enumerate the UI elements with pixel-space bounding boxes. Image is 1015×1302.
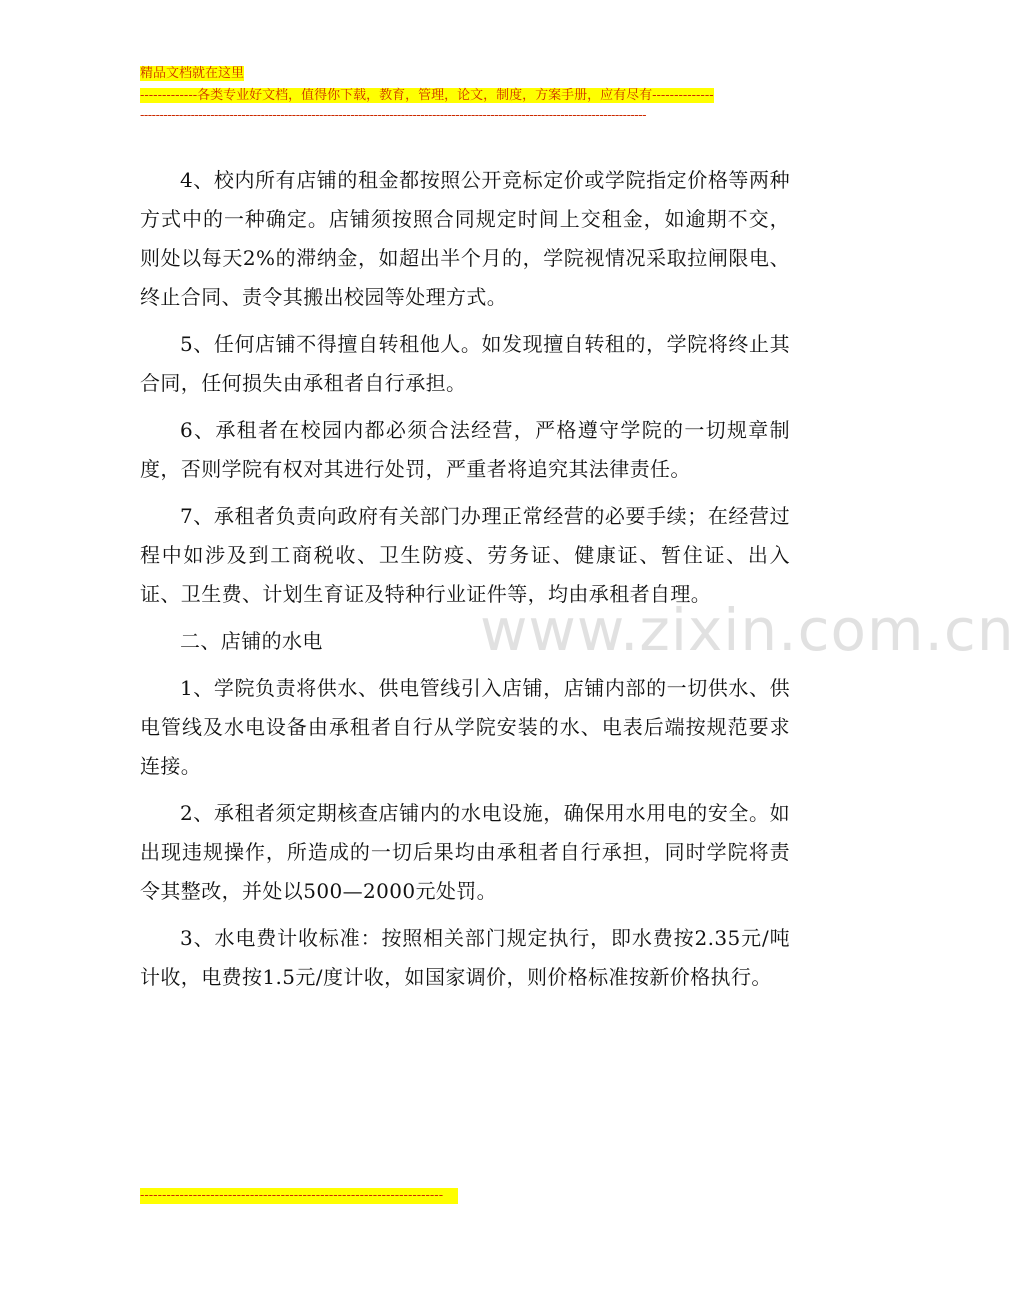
paragraph-legal-operation: 6、承租者在校园内都必须合法经营，严格遵守学院的一切规章制度，否则学院有权对其进行处罚，严重者将追究其法律责任。 <box>140 418 790 481</box>
footer-divider-dashes: --------------------------------------------------------------------- <box>140 1188 458 1204</box>
section-heading-utilities: 二、店铺的水电 <box>180 629 323 653</box>
header-banner-slogan <box>140 88 714 103</box>
document-body <box>140 161 790 1005</box>
header-slogan-text: -------------各类专业好文档，值得你下载，教育，管理，论文，制度，方案手册，应有尽有-------------- <box>140 88 714 103</box>
watermark-text: www.zixin.com.cn <box>480 596 1015 664</box>
paragraph-permits: 7、承租者负责向政府有关部门办理正常经营的必要手续；在经营过程中如涉及到工商税收、卫生防疫、劳务证、健康证、暂住证、出入证、卫生费、计划生育证及特种行业证件等，均由承租者自理。 <box>140 504 790 606</box>
header-banner-title <box>140 66 244 81</box>
header-title-text: 精品文档就在这里 <box>140 66 245 81</box>
paragraph-utility-fees: 3、水电费计收标准：按照相关部门规定执行，即水费按2.35元/吨计收，电费按1.5元/度计收，如国家调价，则价格标准按新价格执行。 <box>140 926 790 989</box>
paragraph-rent: 4、校内所有店铺的租金都按照公开竞标定价或学院指定价格等两种方式中的一种确定。店铺须按照合同规定时间上交租金，如逾期不交，则处以每天2%的滞纳金，如超出半个月的，学院视情况采取拉闸限电、终止合同、责令其搬出校园等处理方式。 <box>140 168 790 309</box>
paragraph-utility-lines: 1、学院负责将供水、供电管线引入店铺，店铺内部的一切供水、供电管线及水电设备由承租者自行从学院安装的水、电表后端按规范要求连接。 <box>140 676 790 778</box>
paragraph-utility-safety: 2、承租者须定期核查店铺内的水电设施，确保用水用电的安全。如出现违规操作，所造成的一切后果均由承租者自行承担，同时学院将责令其整改，并处以500—2000元处罚。 <box>140 801 790 903</box>
paragraph-sublet: 5、任何店铺不得擅自转租他人。如发现擅自转租的，学院将终止其合同，任何损失由承租者自行承担。 <box>140 332 790 395</box>
header-divider-dashes: ---------------------------------------------------------------------------------------------------------------------------------- <box>140 108 647 123</box>
